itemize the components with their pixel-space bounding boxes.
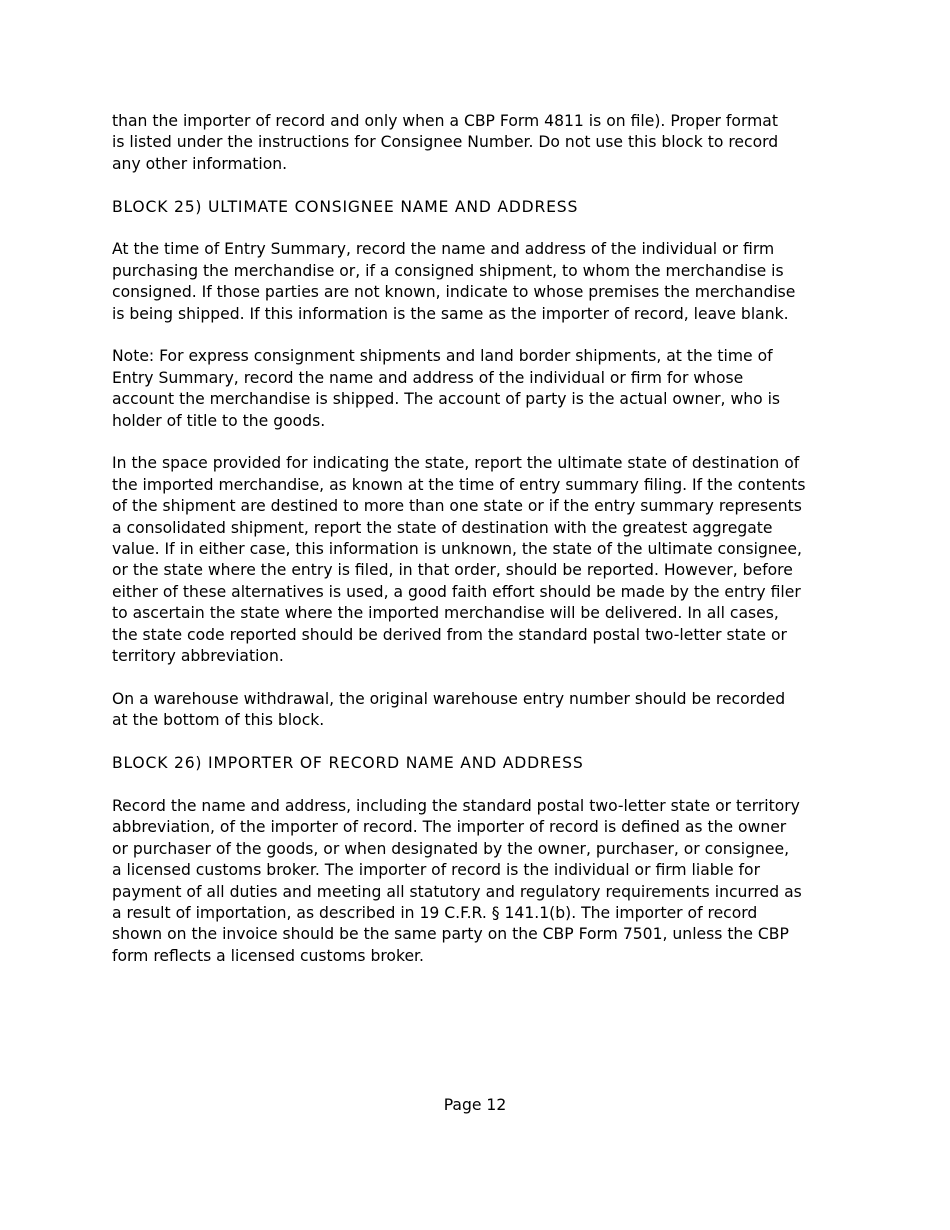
intro-paragraph: than the importer of record and only when a CBP Form 4811 is on file). Proper format is listed under the instructions for Consignee Number. Do not use this block to record any other information. bbox=[112, 112, 779, 173]
page-number: Page 12 bbox=[443, 1096, 507, 1114]
block-26-paragraph-1: Record the name and address, including the standard postal two-letter state or territory abbreviation, of the importer of record. The importer of record is defined as the owner or purchaser of the goods, or when designated by the owner, purchaser, or consignee, a licensed customs broker. The importer of record is the individual or firm liable for payment of all duties and meeting all statutory and regulatory requirements incurred as a result of importation, as described in 19 C.F.R. § 141.1(b). The importer of record shown on the invoice should be the same party on the CBP Form 7501, unless the CBP form reflects a licensed customs broker. bbox=[112, 796, 802, 965]
block-26-heading: BLOCK 26) IMPORTER OF RECORD NAME AND ADDRESS bbox=[112, 754, 584, 773]
block-25-paragraph-1: At the time of Entry Summary, record the name and address of the individual or firm purchasing the merchandise or, if a consigned shipment, to whom the merchandise is consigned. If those parties are not known, indicate to whose premises the merchandise is being shipped. If this information is the same as the importer of record, leave blank. bbox=[112, 240, 796, 323]
block-25-paragraph-3: In the space provided for indicating the state, report the ultimate state of destination of the imported merchandise, as known at the time of entry summary filing. If the contents of the shipment are destined to more than one state or if the entry summary represents a consolidated shipment, report the state of destination with the greatest aggregate value. If in either case, this information is unknown, the state of the ultimate consignee, or the state where the entry is filed, in that order, should be reported. However, before either of these alternatives is used, a good faith effort should be made by the entry filer to ascertain the state where the imported merchandise will be delivered. In all cases, the state code reported should be derived from the standard postal two-letter state or territory abbreviation. bbox=[112, 454, 806, 666]
page-content bbox=[112, 111, 852, 967]
block-25-heading: BLOCK 25) ULTIMATE CONSIGNEE NAME AND ADDRESS bbox=[112, 197, 579, 216]
block-25-paragraph-2: Note: For express consignment shipments and land border shipments, at the time of Entry Summary, record the name and address of the individual or firm for whose account the merchandise is shipped. The account of party is the actual owner, who is holder of title to the goods. bbox=[112, 347, 781, 430]
block-25-paragraph-4: On a warehouse withdrawal, the original warehouse entry number should be recorded at the bottom of this block. bbox=[112, 689, 786, 730]
